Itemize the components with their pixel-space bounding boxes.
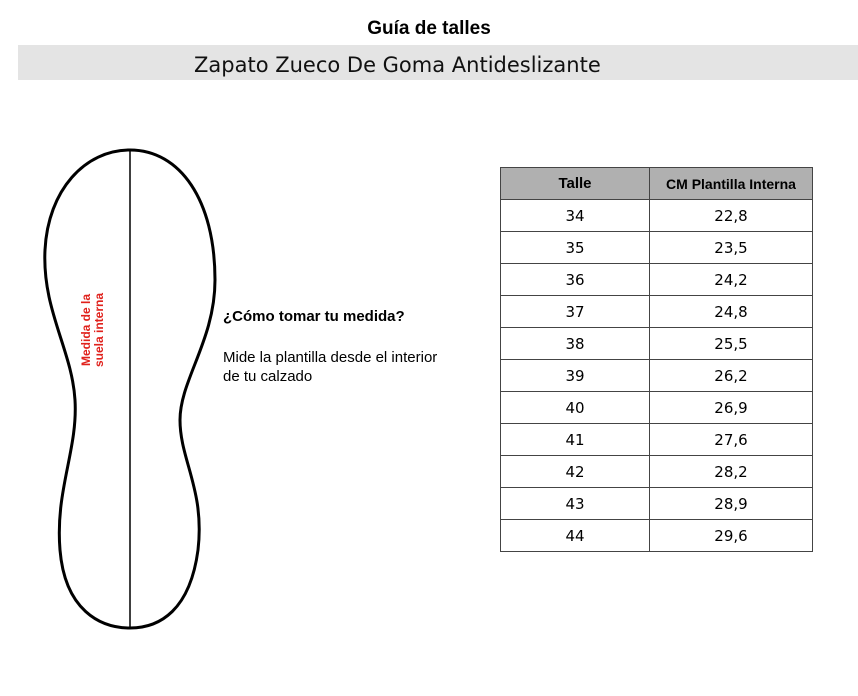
- size-table: [500, 167, 813, 552]
- table-row: [501, 296, 813, 328]
- size-cell: 36: [501, 264, 650, 296]
- size-cell: 39: [501, 360, 650, 392]
- size-cell: 38: [501, 328, 650, 360]
- size-cell: 41: [501, 424, 650, 456]
- measure-instructions: Mide la plantilla desde el interior de tu calzado: [223, 349, 438, 385]
- measure-question: ¿Cómo tomar tu medida?: [223, 308, 405, 325]
- table-row: [501, 424, 813, 456]
- size-column-header: Talle: [501, 168, 650, 200]
- insole-outline-diagram: [30, 140, 220, 640]
- table-row: [501, 456, 813, 488]
- size-cell: 34: [501, 200, 650, 232]
- table-row: [501, 520, 813, 552]
- cm-cell: 28,9: [650, 488, 813, 520]
- size-cell: 43: [501, 488, 650, 520]
- cm-cell: 26,2: [650, 360, 813, 392]
- cm-cell: 29,6: [650, 520, 813, 552]
- cm-cell: 24,8: [650, 296, 813, 328]
- measure-label-line-1: Medida de la: [79, 293, 93, 367]
- table-row: [501, 328, 813, 360]
- cm-cell: 25,5: [650, 328, 813, 360]
- size-cell: 35: [501, 232, 650, 264]
- insole-measure-label: [80, 293, 106, 367]
- table-row: [501, 232, 813, 264]
- size-table-header-row: [501, 168, 813, 200]
- size-cell: 44: [501, 520, 650, 552]
- size-cell: 42: [501, 456, 650, 488]
- table-row: [501, 200, 813, 232]
- measure-label-line-2: suela interna: [92, 292, 106, 368]
- cm-cell: 24,2: [650, 264, 813, 296]
- cm-cell: 27,6: [650, 424, 813, 456]
- table-row: [501, 264, 813, 296]
- size-cell: 40: [501, 392, 650, 424]
- table-row: [501, 392, 813, 424]
- cm-cell: 23,5: [650, 232, 813, 264]
- table-row: [501, 360, 813, 392]
- size-cell: 37: [501, 296, 650, 328]
- cm-cell: 26,9: [650, 392, 813, 424]
- cm-column-header: CM Plantilla Interna: [650, 168, 813, 200]
- cm-cell: 28,2: [650, 456, 813, 488]
- page-title: Guía de talles: [367, 18, 491, 39]
- table-row: [501, 488, 813, 520]
- product-name: Zapato Zueco De Goma Antideslizante: [194, 53, 601, 77]
- cm-cell: 22,8: [650, 200, 813, 232]
